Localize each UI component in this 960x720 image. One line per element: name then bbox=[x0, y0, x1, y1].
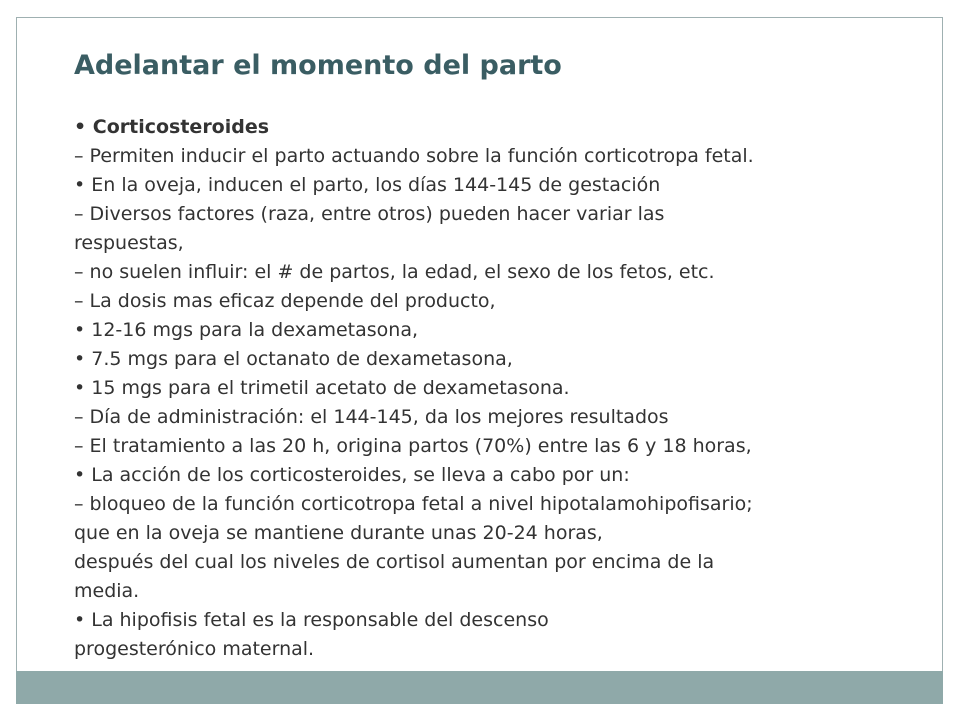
body-line: – El tratamiento a las 20 h, origina partos (70%) entre las 6 y 18 horas, bbox=[74, 435, 752, 457]
body-line: • La acción de los corticosteroides, se lleva a cabo por un: bbox=[74, 464, 630, 486]
body-line: – Diversos factores (raza, entre otros) pueden hacer variar las bbox=[74, 203, 665, 225]
body-line: media. bbox=[74, 580, 140, 602]
body-line: • 12-16 mgs para la dexametasona, bbox=[74, 319, 419, 341]
slide-title: Adelantar el momento del parto bbox=[74, 50, 562, 81]
body-line: • 7.5 mgs para el octanato de dexametasona, bbox=[74, 348, 513, 370]
body-line: • 15 mgs para el trimetil acetato de dexametasona. bbox=[74, 377, 570, 399]
body-line: • En la oveja, inducen el parto, los días 144-145 de gestación bbox=[74, 174, 661, 196]
body-line: – Permiten inducir el parto actuando sobre la función corticotropa fetal. bbox=[74, 145, 754, 167]
body-line: • Corticosteroides bbox=[74, 116, 270, 138]
body-line: • La hipofisis fetal es la responsable del descenso bbox=[74, 609, 549, 631]
body-line: – bloqueo de la función corticotropa fetal a nivel hipotalamohipofisario; bbox=[74, 493, 753, 515]
slide-body bbox=[74, 113, 854, 664]
body-line: – La dosis mas eficaz depende del producto, bbox=[74, 290, 496, 312]
body-line: progesterónico maternal. bbox=[74, 638, 315, 660]
body-line: respuestas, bbox=[74, 232, 184, 254]
body-line: después del cual los niveles de cortisol aumentan por encima de la bbox=[74, 551, 715, 573]
bottom-band bbox=[16, 671, 943, 704]
body-line: – no suelen influir: el # de partos, la edad, el sexo de los fetos, etc. bbox=[74, 261, 715, 283]
body-line: que en la oveja se mantiene durante unas 20-24 horas, bbox=[74, 522, 603, 544]
body-line: – Día de administración: el 144-145, da los mejores resultados bbox=[74, 406, 669, 428]
